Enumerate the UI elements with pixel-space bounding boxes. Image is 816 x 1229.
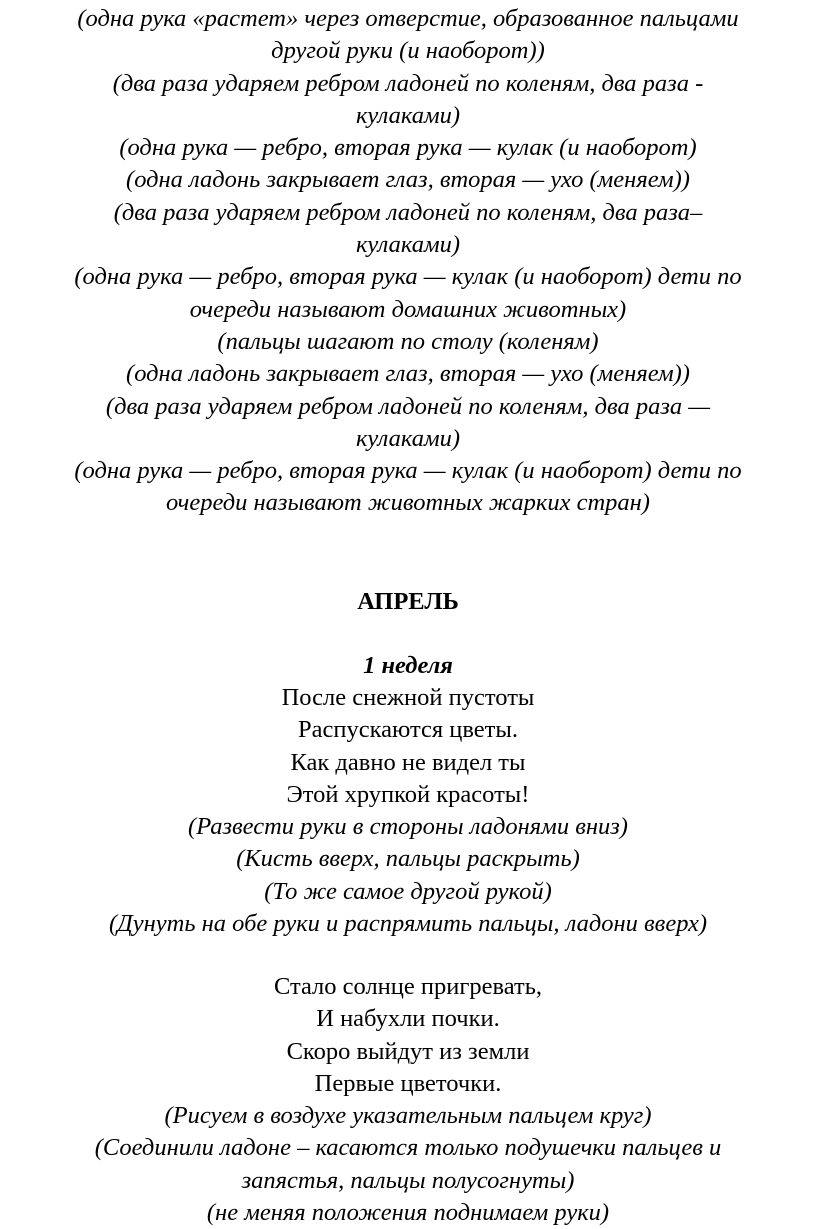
instruction-line: другой руки (и наоборот)): [271, 37, 545, 65]
instruction-line: кулаками): [355, 231, 461, 259]
instruction-line: (Рисуем в воздухе указательным пальцем круг): [164, 1102, 652, 1130]
instruction-line: (одна рука — ребро, вторая рука — кулак (и наоборот) дети по: [74, 457, 742, 485]
instruction-line: кулаками): [355, 101, 461, 129]
month-heading: АПРЕЛЬ: [357, 588, 459, 615]
instruction-line: очереди называют домашних животных): [189, 295, 627, 323]
instruction-line: (два раза ударяем ребром ладоней по коленям, два раза —: [105, 392, 711, 420]
stanza-1: [0, 682, 816, 940]
stanza-2: [0, 971, 816, 1229]
verse-line: Стало солнце пригревать,: [273, 973, 543, 1000]
instruction-line: (одна ладонь закрывает глаз, вторая — ухо (меняем)): [126, 166, 690, 194]
instruction-line: (одна рука — ребро, вторая рука — кулак (и наоборот): [119, 134, 697, 162]
instruction-line: кулаками): [355, 424, 461, 452]
instruction-line: запястья, пальцы полусогнуты): [241, 1166, 575, 1194]
instruction-line: (пальцы шагают по столу (коленям): [217, 327, 599, 355]
verse-line: После снежной пустоты: [281, 684, 535, 711]
verse-line: Скоро выйдут из земли: [286, 1037, 530, 1065]
verse-line: И набухли почки.: [316, 1005, 500, 1033]
instruction-line: (Дунуть на обе руки и распрямить пальцы, ладони вверх): [109, 910, 707, 938]
instruction-line: (То же самое другой рукой): [264, 877, 552, 905]
instruction-line: (Соединили ладоне – касаются только подушечки пальцев и: [94, 1134, 722, 1162]
instruction-line: (одна рука «растет» через отверстие, образованное пальцами: [77, 5, 739, 32]
instruction-line: (одна рука — ребро, вторая рука — кулак (и наоборот) дети по: [74, 263, 742, 291]
week-heading: 1 неделя: [363, 652, 453, 679]
instructions-top-block: [0, 3, 816, 520]
instruction-line: (не меняя положения поднимаем руки): [206, 1199, 610, 1227]
verse-line: Этой хрупкой красоты!: [286, 780, 530, 808]
verse-line: Как давно не видел ты: [290, 748, 526, 776]
instruction-line: (два раза ударяем ребром ладоней по коленям, два раза–: [113, 198, 703, 226]
instruction-line: (одна ладонь закрывает глаз, вторая — ухо (меняем)): [126, 360, 690, 388]
verse-line: Распускаются цветы.: [298, 716, 518, 744]
instruction-line: (Развести руки в стороны ладонями вниз): [188, 813, 628, 841]
verse-line: Первые цветочки.: [314, 1069, 502, 1097]
instruction-line: (Кисть вверх, пальцы раскрыть): [236, 845, 580, 873]
instruction-line: (два раза ударяем ребром ладоней по коленям, два раза -: [112, 69, 704, 97]
instruction-line: очереди называют животных жарких стран): [166, 489, 650, 517]
